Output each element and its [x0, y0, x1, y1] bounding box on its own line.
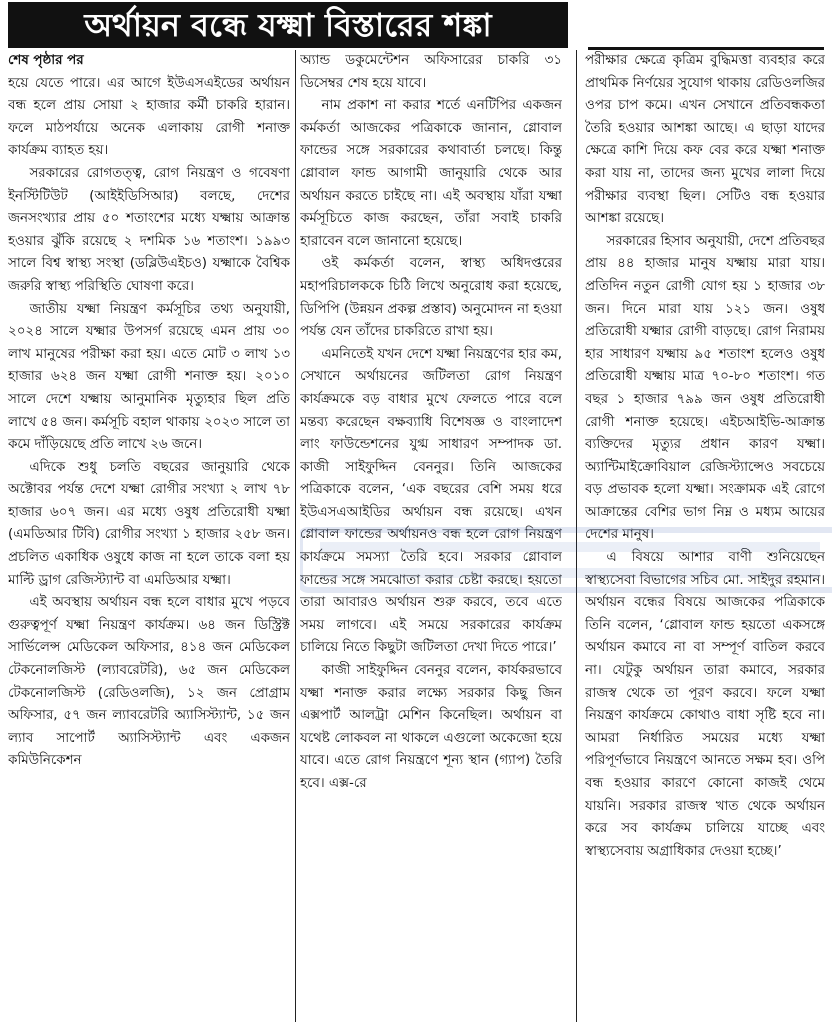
column-divider — [295, 50, 296, 1022]
paragraph: অ্যান্ড ডকুমেন্টেশন অফিসারের চাকরি ৩১ ডিসেম্বর শেষ হয়ে যাবে। — [300, 53, 562, 91]
paragraph: এই অবস্থায় অর্থায়ন বন্ধ হলে বাধার মুখে পড়বে গুরুত্বপূর্ণ যক্ষ্মা নিয়ন্ত্রণ কার্যক্রম। ৬৪ জন ডিস্ট্রিক্ট সার্ভিলেন্স মেডিকেল অফিসার, ৪১৪ জন মেডিকেল টেকনোলজিস্ট (ল্যাবরেটরি), ৬৫ জন মেডিকেল টেকনোলজিস্ট (রেডিওলজি), ১২ জন প্রোগ্রাম অফিসার, ৫৭ জন ল্যাবরেটরি অ্যাসিস্ট্যান্ট, ১৫ জন ল্যাব সাপোর্ট অ্যাসিস্ট্যান্ট এবং একজন কমিউনিকেশন — [8, 595, 290, 769]
paragraph: এ বিষয়ে আশার বাণী শুনিয়েছেন স্বাস্থ্যসেবা বিভাগের সচিব মো. সাইদুর রহমান। অর্থায়ন বন্ধের বিষয়ে আজকের পত্রিকাকে তিনি বলেন, ‘গ্লোবাল ফান্ড হয়তো একসঙ্গে অর্থায়ন কমাবে না বা সম্পূর্ণ বাতিল করবে না। যেটুকু অর্থায়ন তারা কমাবে, সরকার রাজস্ব থেকে তা পূরণ করবে। ফলে যক্ষ্মা নিয়ন্ত্রণ কার্যক্রমে কোথাও বাধা সৃষ্টি হবে না। আমরা নির্ধারিত সময়ের মধ্যে যক্ষ্মা পরিপূর্ণভাবে নিয়ন্ত্রণে আনতে সক্ষম হব। ওপি বন্ধ হওয়ার কারণে কোনো কাজই থেমে যায়নি। সরকার রাজস্ব খাত থেকে অর্থায়ন করে সব কার্যক্রম চালিয়ে যাচ্ছে এবং স্বাস্থ্যসেবায় অগ্রাধিকার দেওয়া হচ্ছে।’ — [585, 550, 825, 859]
paragraph: কাজী সাইফুদ্দিন বেননুর বলেন, কার্যকরভাবে যক্ষ্মা শনাক্ত করার লক্ষ্যে সরকার কিছু জিন এক্সপার্ট আলট্রা মেশিন কিনেছিল। অর্থায়ন বা যথেষ্ট লোকবল না থাকলে এগুলো অকেজো হয়ে যাবে। এতে রোগ নিয়ন্ত্রণে শূন্য স্থান (গ্যাপ) তৈরি হবে। এক্স-রে — [300, 663, 562, 791]
paragraph: জাতীয় যক্ষ্মা নিয়ন্ত্রণ কর্মসূচির তথ্য অনুযায়ী, ২০২৪ সালে যক্ষ্মার উপসর্গ রয়েছে এমন প্রায় ৩০ লাখ মানুষের পরীক্ষা করা হয়। এতে মোট ৩ লাখ ১৩ হাজার ৬২৪ জন যক্ষ্মা রোগী শনাক্ত হয়। ২০১০ সালে দেশে যক্ষ্মায় আনুমানিক মৃত্যুহার ছিল প্রতি লাখে ৫৪ জন। কর্মসূচি বহাল থাকায় ২০২৩ সালে তা কমে দাঁড়িয়েছে প্রতি লাখে ২৬ জনে। — [8, 301, 290, 453]
paragraph: সরকারের হিসাব অনুযায়ী, দেশে প্রতিবছর প্রায় ৪৪ হাজার মানুষ যক্ষ্মায় মারা যায়। প্রতিদিন নতুন রোগী যোগ হয় ১ হাজার ৩৮ জন। দিনে মারা যায় ১২১ জন। ওষুধ প্রতিরোধী যক্ষ্মার রোগী বাড়ছে। রোগ নিরাময় হার সাধারণ যক্ষ্মায় ৯৫ শতাংশ হলেও ওষুধ প্রতিরোধী যক্ষ্মায় মাত্র ৭০-৮০ শতাংশ। গত বছর ১ হাজার ৭৯৯ জন ওষুধ প্রতিরোধী রোগী শনাক্ত হয়েছে। এইচআইভি-আক্রান্ত ব্যক্তিদের মৃত্যুর প্রধান কারণ যক্ষ্মা। অ্যান্টিমাইক্রোবিয়াল রেজিস্ট্যান্সেও সবচেয়ে বড় প্রভাবক হলো যক্ষ্মা। সংক্রামক এই রোগে আক্রান্তের বেশির ভাগ নিম্ন ও মধ্যম আয়ের দেশের মানুষ। — [585, 233, 825, 543]
column-divider — [576, 50, 577, 1022]
continuation-kicker: শেষ পৃষ্ঠার পর — [8, 53, 84, 68]
article-column-1 — [8, 50, 290, 1020]
paragraph: সরকারের রোগতত্ত্ব, রোগ নিয়ন্ত্রণ ও গবেষণা ইনস্টিটিউট (আইইডিসিআর) বলছে, দেশের জনসংখ্যার প্রায় ৫০ শতাংশের মধ্যে যক্ষ্মায় আক্রান্ত হওয়ার ঝুঁকি রয়েছে ২ দশমিক ১৬ শতাংশ। ১৯৯৩ সালে বিশ্ব স্বাস্থ্য সংস্থা (ডব্লিউএইচও) যক্ষ্মাকে বৈশ্বিক জরুরি স্বাস্থ্য পরিস্থিতি ঘোষণা করে। — [8, 165, 290, 294]
paragraph: হয়ে যেতে পারে। এর আগে ইউএসএইডের অর্থায়ন বন্ধ হলে প্রায় সোয়া ২ হাজার কর্মী চাকরি হারান। ফলে মাঠপর্যায়ে অনেক এলাকায় রোগী শনাক্ত কার্যক্রম ব্যাহত হয়। — [8, 75, 290, 159]
paragraph: এমনিতেই যখন দেশে যক্ষ্মা নিয়ন্ত্রণের হার কম, সেখানে অর্থায়নের জটিলতা রোগ নিয়ন্ত্রণ কার্যক্রমকে বড় বাধার মুখে ফেলতে পারে বলে মন্তব্য করেছেন বক্ষব্যাধি বিশেষজ্ঞ ও বাংলাদেশ লাং ফাউন্ডেশনের যুগ্ম সাধারণ সম্পাদক ডা. কাজী সাইফুদ্দিন বেননুর। তিনি আজকের পত্রিকাকে বলেন, ‘এক বছরের বেশি সময় ধরে ইউএসএআইডির অর্থায়ন বন্ধ রয়েছে। এখন গ্লোবাল ফান্ডের অর্থায়নও বন্ধ হলে রোগ নিয়ন্ত্রণ কার্যক্রমে সমস্যা তৈরি হবে। সরকার গ্লোবাল ফান্ডের সঙ্গে সমঝোতা করার চেষ্টা করছে। হয়তো তারা আবারও অর্থায়ন শুরু করবে, তবে এতে সময় লাগবে। এই সময়ে সরকারের কার্যক্রম চালিয়ে নিতে কিছুটা জটিলতা দেখা দিতে পারে।’ — [300, 346, 562, 656]
paragraph: পরীক্ষার ক্ষেত্রে কৃত্রিম বুদ্ধিমত্তা ব্যবহার করে প্রাথমিক নির্ণয়ের সুযোগ থাকায় রেডিওলজির ওপর চাপ কমে। এখন সেখানে প্রতিবন্ধকতা তৈরি হওয়ার আশঙ্কা আছে। এ ছাড়া যাদের ক্ষেত্রে কাশি দিয়ে কফ বের করে যক্ষ্মা শনাক্ত করা যায় না, তাদের জন্য মুখের লালা দিয়ে পরীক্ষার ব্যবস্থা ছিল। সেটিও বন্ধ হওয়ার আশঙ্কা রয়েছে। — [585, 53, 825, 227]
paragraph: ওই কর্মকর্তা বলেন, স্বাস্থ্য অধিদপ্তরের মহাপরিচালককে চিঠি লিখে অনুরোধ করা হয়েছে, ডিপিপি (উন্নয়ন প্রকল্প প্রস্তাব) অনুমোদন না হওয়া পর্যন্ত যেন তাঁদের চাকরিতে রাখা হয়। — [300, 256, 562, 340]
headline: অর্থায়ন বন্ধে যক্ষ্মা বিস্তারের শঙ্কা — [8, 2, 568, 48]
paragraph: এদিকে শুধু চলতি বছরের জানুয়ারি থেকে অক্টোবর পর্যন্ত দেশে যক্ষ্মা রোগীর সংখ্যা ২ লাখ ৭৮ হাজার ৬০৭ জন। এর মধ্যে ওষুধ প্রতিরোধী যক্ষ্মা (এমডিআর টিবি) রোগীর সংখ্যা ১ হাজার ২৫৮ জন। প্রচলিত একাধিক ওষুধে কাজ না হলে তাকে বলা হয় মাল্টি ড্রাগ রেজিস্ট্যান্ট বা এমডিআর যক্ষ্মা। — [8, 459, 290, 588]
article-column-3 — [585, 50, 825, 1020]
article-column-2 — [300, 50, 562, 1020]
paragraph: নাম প্রকাশ না করার শর্তে এনটিপির একজন কর্মকর্তা আজকের পত্রিকাকে জানান, গ্লোবাল ফান্ডের সঙ্গে সরকারের কথাবার্তা চলছে। কিন্তু গ্লোবাল ফান্ড আগামী জানুয়ারি থেকে আর অর্থায়ন করতে চাইছে না। এই অবস্থায় যাঁরা যক্ষ্মা কর্মসূচিতে কাজ করছেন, তাঁরা সবাই চাকরি হারাবেন বলে জানানো হয়েছে। — [300, 98, 562, 249]
